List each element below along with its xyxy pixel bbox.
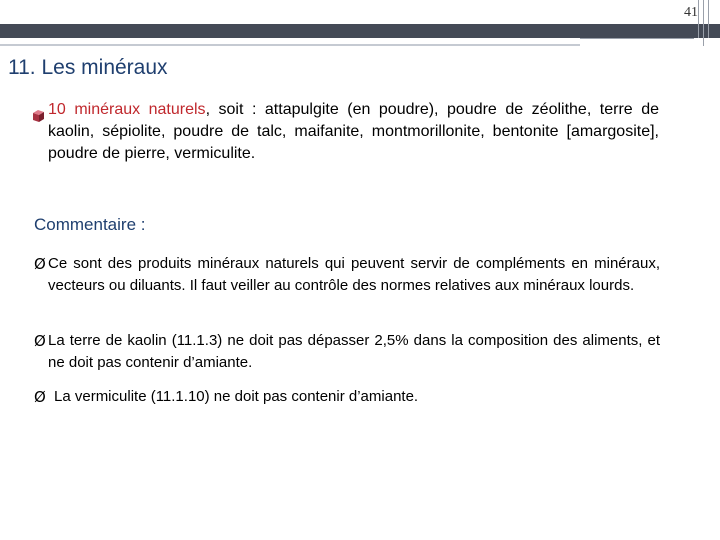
arrow-bullet-icon: Ø (34, 255, 46, 273)
arrow-bullet-icon: Ø (34, 332, 46, 350)
header-band (0, 24, 720, 38)
comment-item (34, 330, 660, 374)
intro-paragraph (48, 99, 659, 165)
bullet-cube-icon (32, 109, 45, 123)
decor-vline-3 (708, 0, 709, 38)
decor-vline-1 (698, 0, 699, 38)
intro-text: , soit : attapulgite (en poudre), poudre de zéolithe, terre de kaolin, sépiolite, poudre de talc, maifanite, montmorillonite, bentonite [amargosite], poudre de pierre, vermiculite. (48, 101, 659, 162)
comment-item (34, 386, 660, 408)
comment-item-text: La vermiculite (11.1.10) ne doit pas contenir d’amiante. (54, 388, 419, 405)
arrow-bullet-icon: Ø (34, 388, 46, 406)
comment-item-text: La terre de kaolin (11.1.3) ne doit pas dépasser 2,5% dans la composition des aliments, et ne doit pas contenir d’amiante. (48, 332, 660, 371)
header-underline (0, 44, 580, 46)
page-number: 41 (684, 5, 698, 20)
comment-item (34, 253, 660, 297)
comment-item-text: Ce sont des produits minéraux naturels qui peuvent servir de compléments en minéraux, vecteurs ou diluants. Il faut veiller au contrôle des normes relatives aux minéraux lourds. (48, 255, 660, 294)
intro-highlight: 10 minéraux naturels (48, 101, 206, 118)
page-title: 11. Les minéraux (8, 56, 168, 79)
comment-heading: Commentaire : (34, 215, 146, 234)
decor-vline-2 (703, 0, 704, 46)
header-rule-right (580, 38, 694, 39)
